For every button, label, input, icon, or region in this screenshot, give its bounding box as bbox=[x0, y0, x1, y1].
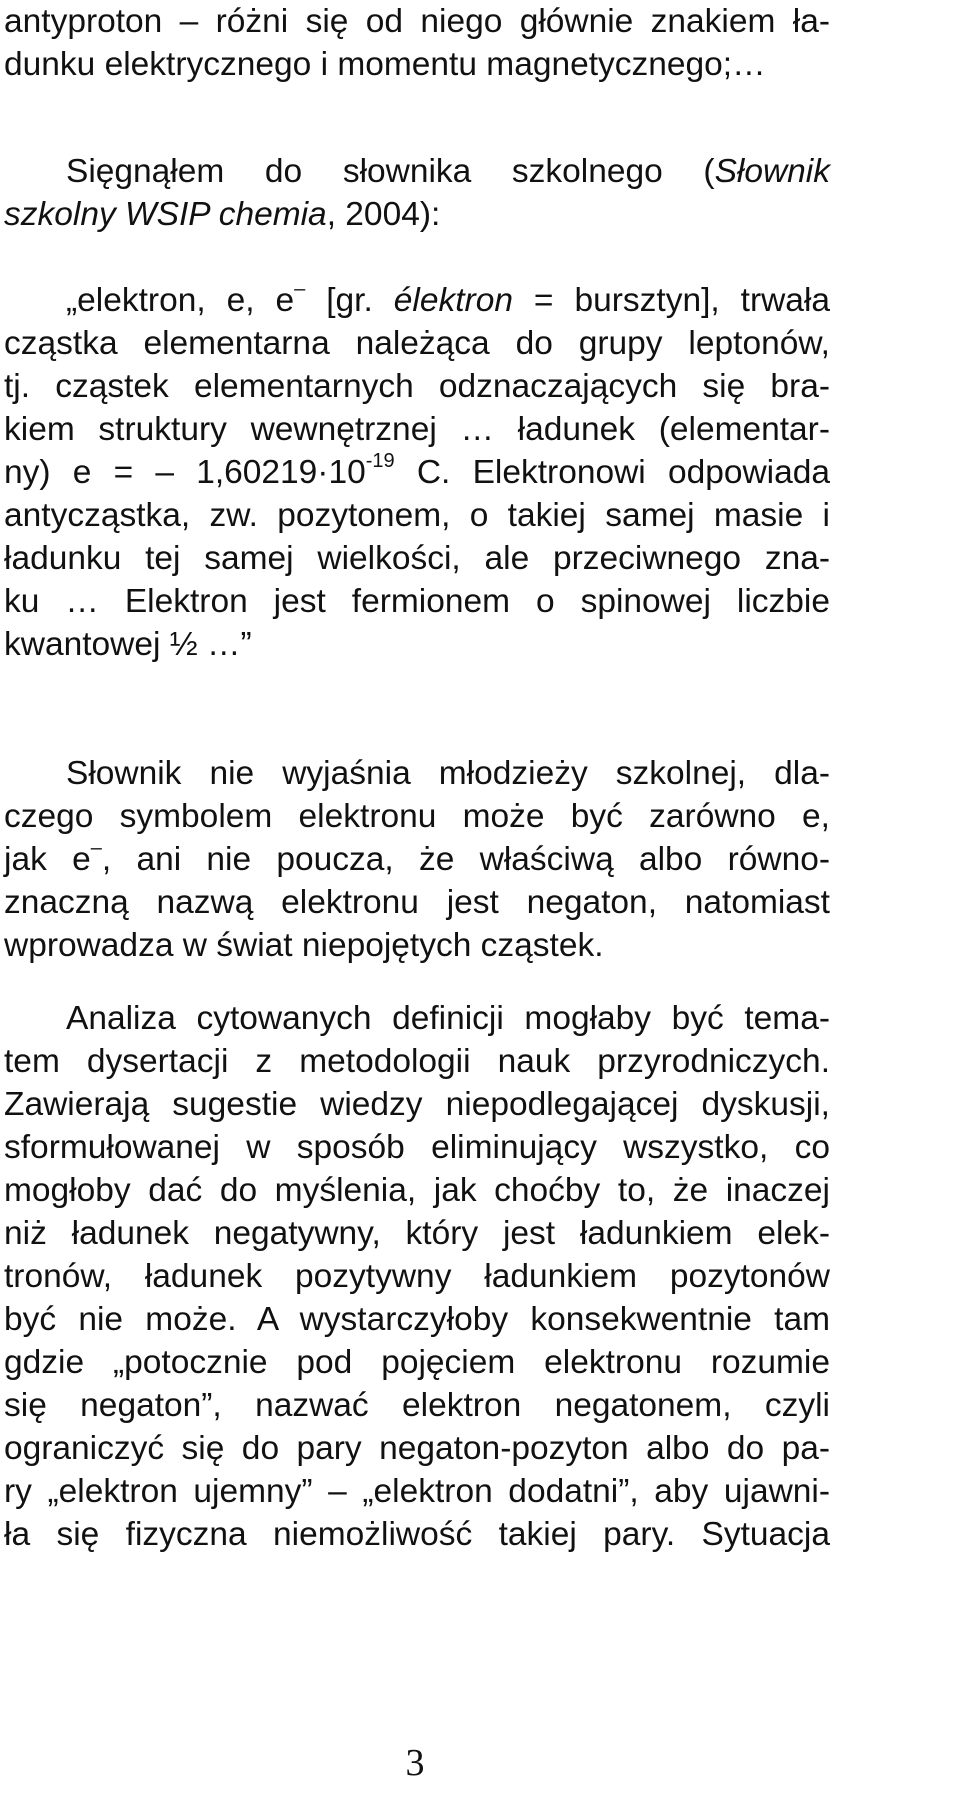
dictionary-quote bbox=[4, 279, 830, 666]
page-number: 3 bbox=[405, 1742, 425, 1784]
text-line: tj. cząstek elementarnych odznaczających się bra- bbox=[4, 368, 830, 405]
text-line: kwantowej ½ …” bbox=[4, 626, 252, 663]
text-line: cząstka elementarna należąca do grupy leptonów, bbox=[4, 325, 830, 362]
intro-paragraph bbox=[4, 0, 830, 86]
text-line: Sięgnąłem do słownika szkolnego (Słownik bbox=[66, 153, 830, 190]
text-line: się negaton”, nazwać elektron negatonem, czyli bbox=[4, 1387, 830, 1424]
text-line: ograniczyć się do pary negaton-pozyton albo do pa- bbox=[4, 1430, 830, 1467]
analysis-paragraph bbox=[4, 997, 830, 1556]
text-line: Słownik nie wyjaśnia młodzieży szkolnej, dla- bbox=[66, 755, 830, 792]
text-line: sformułowanej w sposób eliminujący wszystko, co bbox=[4, 1129, 830, 1166]
text-line: ładunku tej samej wielkości, ale przeciwnego zna- bbox=[4, 540, 830, 577]
document-page bbox=[4, 0, 830, 1556]
text-line: być nie może. A wystarczyłoby konsekwentnie tam bbox=[4, 1301, 830, 1338]
text-line: wprowadza w świat niepojętych cząstek. bbox=[4, 927, 604, 964]
text-line: Zawierają sugestie wiedzy niepodlegającej dyskusji, bbox=[4, 1086, 830, 1123]
text-line: „elektron, e, e– [gr. élektron = bursztyn], trwała bbox=[66, 277, 831, 319]
text-line: tem dysertacji z metodologii nauk przyrodniczych. bbox=[4, 1043, 830, 1080]
text-line: dunku elektrycznego i momentu magnetycznego;… bbox=[4, 46, 766, 83]
text-line: kiem struktury wewnętrznej … ładunek (elementar- bbox=[4, 411, 830, 448]
text-line: niż ładunek negatywny, który jest ładunkiem elek- bbox=[4, 1215, 830, 1252]
text-line: szkolny WSIP chemia, 2004): bbox=[4, 196, 441, 233]
text-line: ny) e = – $1,60219\cdot 10^{-19}$ C. Elektronowi odpowiada bbox=[4, 449, 830, 491]
text-line: antyproton – różni się od niego głównie znakiem ła- bbox=[4, 3, 830, 40]
text-line: Analiza cytowanych definicji mogłaby być tema- bbox=[66, 1000, 830, 1037]
text-line: znaczną nazwą elektronu jest negaton, natomiast bbox=[4, 884, 830, 921]
text-line: jak e–, ani nie poucza, że właściwą albo równo- bbox=[4, 836, 830, 878]
source-paragraph bbox=[4, 150, 830, 236]
comment-paragraph bbox=[4, 752, 830, 967]
text-line: czego symbolem elektronu może być zarówno e, bbox=[4, 798, 830, 835]
text-line: ry „elektron ujemny” – „elektron dodatni”, aby ujawni- bbox=[4, 1473, 830, 1510]
text-line: antycząstka, zw. pozytonem, o takiej samej masie i bbox=[4, 497, 830, 534]
text-line: ła się fizyczna niemożliwość takiej pary. Sytuacja bbox=[4, 1516, 830, 1553]
text-line: tronów, ładunek pozytywny ładunkiem pozytonów bbox=[4, 1258, 830, 1295]
text-line: mogłoby dać do myślenia, jak choćby to, że inaczej bbox=[4, 1172, 830, 1209]
text-line: gdzie „potocznie pod pojęciem elektronu rozumie bbox=[4, 1344, 830, 1381]
text-line: ku … Elektron jest fermionem o spinowej liczbie bbox=[4, 583, 830, 620]
